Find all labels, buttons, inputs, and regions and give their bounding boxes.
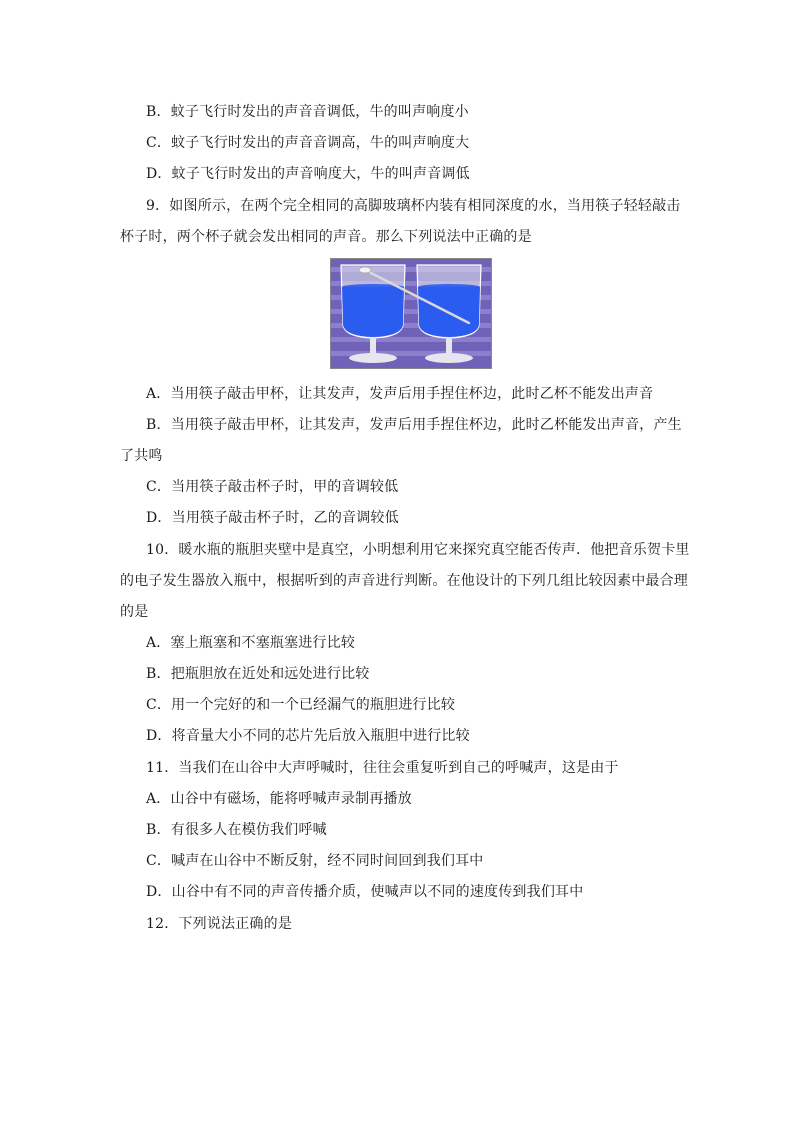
q10-stem-line1: 10．暖水瓶的瓶胆夹壁中是真空，小明想利用它来探究真空能否传声．他把音乐贺卡里: [146, 542, 690, 558]
q8-option-c: C．蚊子飞行时发出的声音音调高，牛的叫声响度大: [146, 135, 470, 151]
q11-option-a: A．山谷中有磁场，能将呼喊声录制再播放: [146, 791, 412, 807]
q11-option-b: B．有很多人在模仿我们呼喊: [146, 822, 327, 838]
q10-stem-line3: 的是: [120, 604, 149, 620]
q9-option-a: A．当用筷子敲击甲杯，让其发声，发声后用手捏住杯边，此时乙杯不能发出声音: [146, 386, 654, 402]
q10-option-b: B．把瓶胆放在近处和远处进行比较: [146, 666, 370, 682]
q9-stem-line1: 9．如图所示，在两个完全相同的高脚玻璃杯内装有相同深度的水，当用筷子轻轻敲击: [146, 198, 681, 214]
q9-option-b-line2: 了共鸣: [120, 448, 163, 464]
q9-option-d: D．当用筷子敲击杯子时，乙的音调较低: [146, 510, 399, 526]
q10-option-d: D．将音量大小不同的芯片先后放入瓶胆中进行比较: [146, 728, 470, 744]
q11-option-c: C．喊声在山谷中不断反射，经不同时间回到我们耳中: [146, 853, 484, 869]
q10-stem-line2: 的电子发生器放入瓶中，根据听到的声音进行判断。在他设计的下列几组比较因素中最合理: [120, 573, 688, 589]
q10-option-c: C．用一个完好的和一个已经漏气的瓶胆进行比较: [146, 697, 456, 713]
q9-glasses-figure: [330, 258, 492, 369]
q8-option-d: D．蚊子飞行时发出的声音响度大，牛的叫声音调低: [146, 166, 470, 182]
two-glasses-illustration: [331, 259, 491, 368]
q9-stem-line2: 杯子时，两个杯子就会发出相同的声音。那么下列说法中正确的是: [120, 229, 532, 245]
q12-stem: 12．下列说法正确的是: [146, 916, 293, 932]
q9-option-c: C．当用筷子敲击杯子时，甲的音调较低: [146, 479, 399, 495]
q8-option-b: B．蚊子飞行时发出的声音音调低，牛的叫声响度小: [146, 104, 469, 120]
q10-option-a: A．塞上瓶塞和不塞瓶塞进行比较: [146, 635, 356, 651]
q11-stem: 11．当我们在山谷中大声呼喊时，往往会重复听到自己的呼喊声，这是由于: [146, 760, 619, 776]
q9-option-b-line1: B．当用筷子敲击甲杯，让其发声，发声后用手捏住杯边，此时乙杯能发出声音，产生: [146, 417, 682, 433]
water-left: [342, 287, 404, 337]
q11-option-d: D．山谷中有不同的声音传播介质，使喊声以不同的速度传到我们耳中: [146, 884, 584, 900]
